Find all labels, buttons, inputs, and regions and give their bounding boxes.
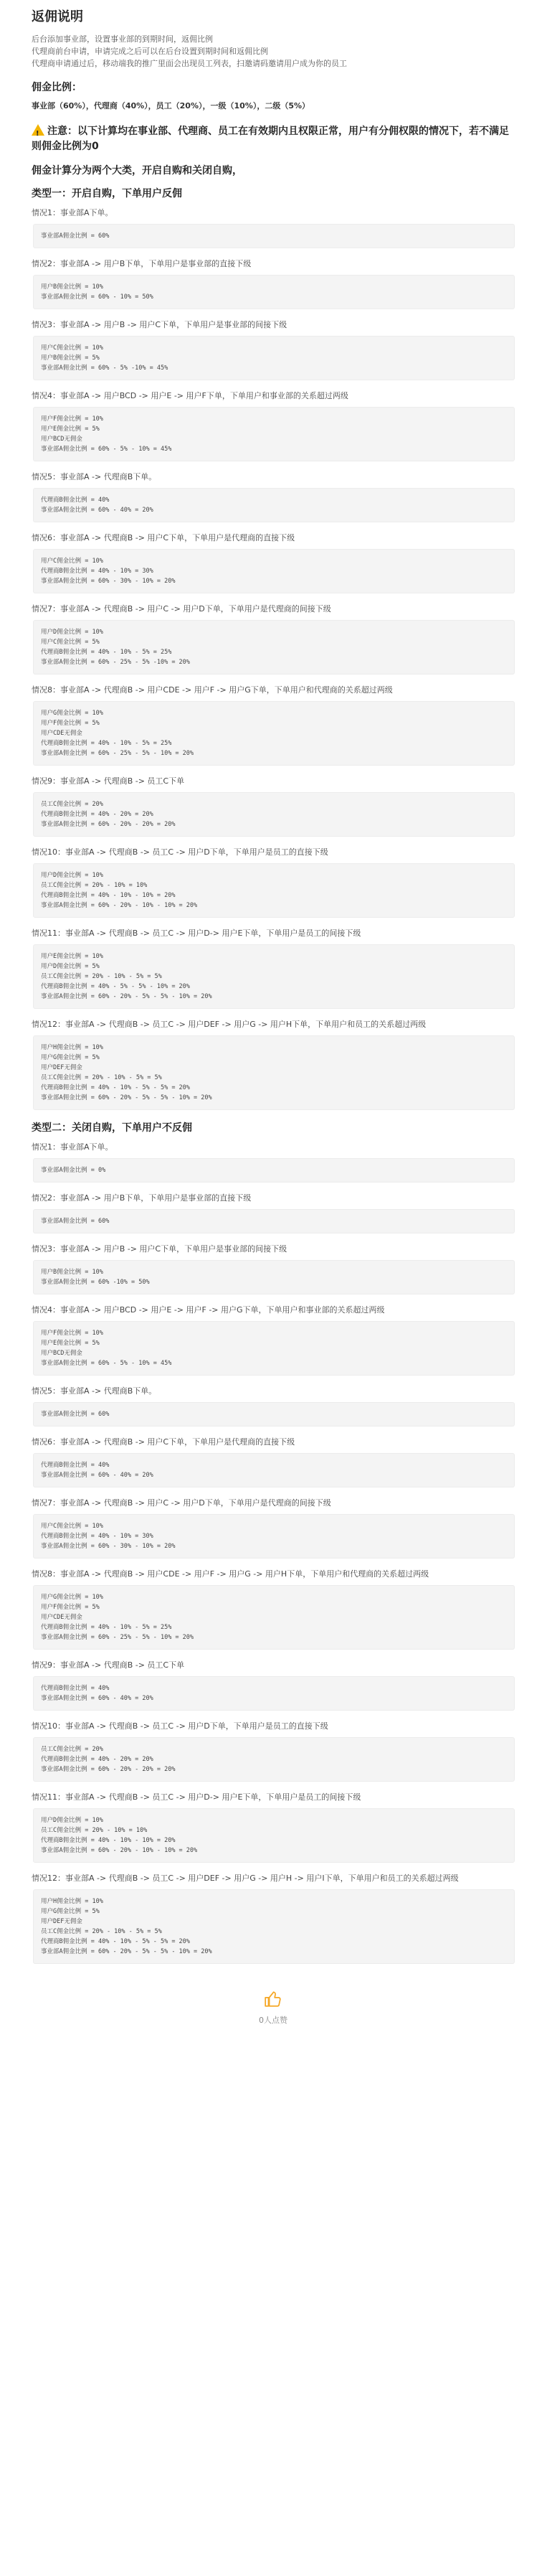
code-block	[33, 1889, 515, 1964]
code-line: 代理商B佣金比例 = 40% - 10% - 5% = 25%	[41, 649, 172, 656]
code-line: 事业部A佣金比例 = 60% - 40% = 20%	[41, 1472, 153, 1479]
code-line: 事业部A佣金比例 = 60% - 20% - 5% - 5% - 10% = 20%	[41, 993, 212, 1000]
code-block	[33, 1676, 515, 1711]
case-item	[32, 1873, 515, 1964]
case-item	[32, 603, 515, 674]
case-title: 情况11：事业部A -> 代理商B -> 员工C -> 用户D-> 用户E下单，下单用户是员工的间接下级	[32, 929, 361, 938]
code-line: 代理商B佣金比例 = 40% - 10% - 10% = 20%	[41, 892, 176, 899]
code-line: 事业部A佣金比例 = 60%	[41, 1218, 110, 1225]
warning-text: 注意：以下计算均在事业部、代理商、员工在有效期内且权限正常，用户有分佣权限的情况下，若不满足则佣金比例为0	[32, 126, 509, 152]
code-line: 员工C佣金比例 = 20% - 10% = 10%	[41, 882, 148, 889]
calc-title: 佣金计算分为两个大类，开启自购和关闭自购，	[32, 165, 242, 177]
code-line: 事业部A佣金比例 = 60% - 20% - 10% - 10% = 20%	[41, 1847, 198, 1854]
case-item	[32, 258, 515, 309]
code-line: 用户E佣金比例 = 5%	[41, 426, 100, 433]
case-item	[32, 1142, 515, 1183]
code-block	[33, 620, 515, 674]
case-item	[32, 928, 515, 1009]
code-line: 用户F佣金比例 = 10%	[41, 1330, 103, 1337]
code-line: 事业部A佣金比例 = 60% - 30% - 10% = 20%	[41, 1543, 176, 1550]
code-line: 事业部A佣金比例 = 60% - 5% - 10% = 45%	[41, 1360, 172, 1367]
code-line: 代理商B佣金比例 = 40% - 10% - 5% - 5% = 20%	[41, 1084, 190, 1091]
code-line: 代理商B佣金比例 = 40% - 10% - 10% = 20%	[41, 1837, 176, 1844]
code-line: 事业部A佣金比例 = 60% -10% = 50%	[41, 1279, 150, 1286]
case-item	[32, 1498, 515, 1559]
case-title: 情况6：事业部A -> 代理商B -> 用户C下单，下单用户是代理商的直接下级	[32, 1437, 295, 1447]
case-item	[32, 319, 515, 380]
intro-line: 代理商前台申请，申请完成之后可以在后台设置到期时间和返佣比例	[32, 47, 268, 56]
code-line: 事业部A佣金比例 = 60% - 30% - 10% = 20%	[41, 578, 176, 585]
code-line: 用户C佣金比例 = 5%	[41, 639, 100, 646]
code-line: 用户F佣金比例 = 5%	[41, 720, 100, 727]
case-title: 情况3：事业部A -> 用户B -> 用户C下单，下单用户是事业部的间接下级	[32, 320, 287, 329]
code-block	[33, 1737, 515, 1782]
code-line: 用户CDE无佣金	[41, 1614, 82, 1621]
code-block	[33, 1158, 515, 1183]
thumbs-up-icon[interactable]	[264, 1990, 282, 2008]
code-block	[33, 1321, 515, 1376]
code-block	[33, 1209, 515, 1233]
code-line: 事业部A佣金比例 = 60% - 20% - 20% = 20%	[41, 821, 176, 828]
rate-heading: 佣金比例：	[32, 82, 82, 93]
case-title: 情况4：事业部A -> 用户BCD -> 用户E -> 用户F下单，下单用户和事业部的关系超过两级	[32, 391, 348, 400]
code-line: 事业部A佣金比例 = 60% - 20% - 5% - 5% - 10% = 20%	[41, 1094, 212, 1101]
code-line: 用户BCD无佣金	[41, 1350, 82, 1357]
case-title: 情况2：事业部A -> 用户B下单，下单用户是事业部的直接下级	[32, 259, 252, 268]
code-line: 事业部A佣金比例 = 60% - 40% = 20%	[41, 1695, 153, 1702]
type-heading: 类型二：关闭自购，下单用户不反佣	[32, 1122, 192, 1134]
case-item	[32, 1792, 515, 1863]
case-item	[32, 776, 515, 837]
case-title: 情况11：事业部A -> 代理商B -> 员工C -> 用户D-> 用户E下单，下单用户是员工的间接下级	[32, 1792, 361, 1802]
code-line: 事业部A佣金比例 = 60% - 5% - 10% = 45%	[41, 446, 172, 453]
case-title: 情况9：事业部A -> 代理商B -> 员工C下单	[32, 776, 185, 786]
case-title: 情况1：事业部A下单。	[32, 208, 113, 217]
code-line: 用户G佣金比例 = 10%	[41, 1594, 103, 1601]
code-line: 用户F佣金比例 = 5%	[41, 1604, 100, 1611]
case-item	[32, 685, 515, 766]
code-line: 事业部A佣金比例 = 60% - 40% = 20%	[41, 507, 153, 514]
code-line: 员工C佣金比例 = 20% - 10% - 5% = 5%	[41, 973, 162, 980]
code-line: 代理商B佣金比例 = 40% - 10% - 5% = 25%	[41, 740, 172, 747]
code-line: 代理商B佣金比例 = 40% - 20% = 20%	[41, 1756, 153, 1763]
code-block	[33, 1260, 515, 1294]
case-item	[32, 1305, 515, 1376]
code-line: 用户G佣金比例 = 5%	[41, 1054, 100, 1061]
code-line: 事业部A佣金比例 = 60% - 20% - 20% = 20%	[41, 1766, 176, 1773]
code-line: 用户DEF无佣金	[41, 1918, 82, 1925]
warning-note	[32, 123, 515, 154]
case-title: 情况3：事业部A -> 用户B -> 用户C下单，下单用户是事业部的间接下级	[32, 1244, 287, 1254]
case-title: 情况9：事业部A -> 代理商B -> 员工C下单	[32, 1660, 185, 1670]
code-line: 员工C佣金比例 = 20% - 10% = 10%	[41, 1827, 148, 1834]
page-title: 返佣说明	[32, 9, 83, 24]
code-line: 代理商B佣金比例 = 40% - 5% - 5% - 10% = 20%	[41, 983, 190, 990]
code-line: 代理商B佣金比例 = 40%	[41, 1685, 110, 1692]
code-line: 用户G佣金比例 = 10%	[41, 710, 103, 717]
code-block	[33, 224, 515, 248]
case-title: 情况5：事业部A -> 代理商B下单。	[32, 1386, 157, 1396]
code-line: 代理商B佣金比例 = 40% - 10% = 30%	[41, 568, 153, 575]
code-line: 代理商B佣金比例 = 40% - 10% - 5% = 25%	[41, 1624, 172, 1631]
code-line: 事业部A佣金比例 = 60% - 25% - 5% -10% = 20%	[41, 659, 190, 666]
types-list	[32, 186, 515, 1964]
case-title: 情况8：事业部A -> 代理商B -> 用户CDE -> 用户F -> 用户G下单，下单用户和代理商的关系超过两级	[32, 685, 393, 695]
code-block	[33, 1035, 515, 1110]
code-line: 事业部A佣金比例 = 60% - 10% = 50%	[41, 293, 153, 301]
case-title: 情况4：事业部A -> 用户BCD -> 用户E -> 用户F -> 用户G下单，下单用户和事业部的关系超过两级	[32, 1305, 385, 1315]
code-block	[33, 1808, 515, 1863]
code-line: 事业部A佣金比例 = 60%	[41, 1411, 110, 1418]
case-item	[32, 207, 515, 248]
case-title: 情况8：事业部A -> 代理商B -> 用户CDE -> 用户F -> 用户G -> 用户H下单，下单用户和代理商的关系超过两级	[32, 1569, 429, 1579]
code-line: 事业部A佣金比例 = 60% - 25% - 5% - 10% = 20%	[41, 1634, 194, 1641]
case-title: 情况1：事业部A下单。	[32, 1142, 113, 1152]
code-block	[33, 701, 515, 766]
code-line: 员工C佣金比例 = 20%	[41, 1746, 103, 1753]
rate-summary: 事业部（60%），代理商（40%），员工（20%），一级（10%），二级（5%）	[32, 101, 310, 111]
intro-line: 代理商申请通过后，移动端我的推广里面会出现员工列表，扫邀请码邀请用户成为你的员工	[32, 59, 347, 68]
code-line: 用户D佣金比例 = 5%	[41, 963, 100, 970]
code-line: 用户C佣金比例 = 10%	[41, 344, 103, 352]
code-line: 用户C佣金比例 = 10%	[41, 558, 103, 565]
code-line: 用户CDE无佣金	[41, 730, 82, 737]
code-line: 代理商B佣金比例 = 40% - 10% = 30%	[41, 1533, 153, 1540]
code-line: 用户D佣金比例 = 10%	[41, 1817, 103, 1824]
code-line: 用户C佣金比例 = 10%	[41, 1523, 103, 1530]
case-title: 情况12：事业部A -> 代理商B -> 员工C -> 用户DEF -> 用户G -> 用户H下单，下单用户和员工的关系超过两级	[32, 1020, 427, 1029]
case-item	[32, 1386, 515, 1426]
code-line: 用户BCD无佣金	[41, 436, 82, 443]
case-item	[32, 1721, 515, 1782]
code-line: 用户F佣金比例 = 10%	[41, 415, 103, 423]
code-line: 员工C佣金比例 = 20% - 10% - 5% = 5%	[41, 1928, 162, 1935]
code-line: 事业部A佣金比例 = 60% - 25% - 5% - 10% = 20%	[41, 750, 194, 757]
code-block	[33, 407, 515, 461]
code-line: 用户E佣金比例 = 5%	[41, 1340, 100, 1347]
case-item	[32, 1244, 515, 1294]
code-block	[33, 275, 515, 309]
case-item	[32, 1660, 515, 1711]
code-block	[33, 549, 515, 593]
intro-block	[32, 33, 515, 70]
code-block	[33, 1453, 515, 1487]
code-block	[33, 488, 515, 522]
case-title: 情况6：事业部A -> 代理商B -> 用户C下单，下单用户是代理商的直接下级	[32, 533, 295, 542]
code-line: 用户E佣金比例 = 10%	[41, 953, 103, 960]
code-line: 用户H佣金比例 = 10%	[41, 1898, 103, 1905]
code-line: 事业部A佣金比例 = 60% - 20% - 10% - 10% = 20%	[41, 902, 198, 909]
code-block	[33, 792, 515, 837]
code-line: 用户DEF无佣金	[41, 1064, 82, 1071]
code-line: 事业部A佣金比例 = 60% - 20% - 5% - 5% - 10% = 20%	[41, 1948, 212, 1955]
code-line: 用户D佣金比例 = 10%	[41, 629, 103, 636]
code-block	[33, 863, 515, 918]
code-line: 代理商B佣金比例 = 40%	[41, 497, 110, 504]
code-block	[33, 1402, 515, 1426]
code-line: 用户B佣金比例 = 5%	[41, 354, 100, 362]
case-item	[32, 847, 515, 918]
code-block	[33, 944, 515, 1009]
code-block	[33, 1585, 515, 1650]
code-line: 事业部A佣金比例 = 60% - 5% -10% = 45%	[41, 365, 168, 372]
case-title: 情况7：事业部A -> 代理商B -> 用户C -> 用户D下单，下单用户是代理商的间接下级	[32, 1498, 331, 1508]
case-title: 情况12：事业部A -> 代理商B -> 员工C -> 用户DEF -> 用户G -> 用户H -> 用户I下单，下单用户和员工的关系超过两级	[32, 1874, 459, 1883]
code-line: 用户D佣金比例 = 10%	[41, 872, 103, 879]
warning-icon	[32, 124, 44, 136]
case-item	[32, 1193, 515, 1233]
code-line: 代理商B佣金比例 = 40%	[41, 1462, 110, 1469]
intro-line: 后台添加事业部，设置事业部的到期时间，返佣比例	[32, 34, 213, 44]
case-title: 情况5：事业部A -> 代理商B下单。	[32, 472, 157, 481]
type-heading: 类型一：开启自购，下单用户反佣	[32, 188, 182, 199]
case-title: 情况7：事业部A -> 代理商B -> 用户C -> 用户D下单，下单用户是代理商的间接下级	[32, 604, 331, 614]
code-block	[33, 336, 515, 380]
case-item	[32, 390, 515, 461]
code-line: 代理商B佣金比例 = 40% - 10% - 5% - 5% = 20%	[41, 1938, 190, 1945]
case-title: 情况2：事业部A -> 用户B下单，下单用户是事业部的直接下级	[32, 1193, 252, 1203]
code-line: 用户B佣金比例 = 10%	[41, 283, 103, 291]
code-line: 用户G佣金比例 = 5%	[41, 1908, 100, 1915]
code-line: 事业部A佣金比例 = 0%	[41, 1167, 106, 1174]
case-item	[32, 1019, 515, 1110]
code-line: 事业部A佣金比例 = 60%	[41, 232, 110, 240]
case-item	[32, 1569, 515, 1650]
case-title: 情况10：事业部A -> 代理商B -> 员工C -> 用户D下单，下单用户是员工的直接下级	[32, 847, 328, 857]
code-line: 员工C佣金比例 = 20% - 10% - 5% = 5%	[41, 1074, 162, 1081]
case-item	[32, 532, 515, 593]
code-line: 用户B佣金比例 = 10%	[41, 1269, 103, 1276]
like-count: 0人点赞	[259, 2016, 287, 2025]
code-block	[33, 1514, 515, 1559]
case-title: 情况10：事业部A -> 代理商B -> 员工C -> 用户D下单，下单用户是员工的直接下级	[32, 1721, 328, 1731]
case-item	[32, 1437, 515, 1487]
case-item	[32, 471, 515, 522]
code-line: 代理商B佣金比例 = 40% - 20% = 20%	[41, 811, 153, 818]
code-line: 用户H佣金比例 = 10%	[41, 1044, 103, 1051]
like-area[interactable]	[32, 1990, 515, 2037]
code-line: 员工C佣金比例 = 20%	[41, 801, 103, 808]
